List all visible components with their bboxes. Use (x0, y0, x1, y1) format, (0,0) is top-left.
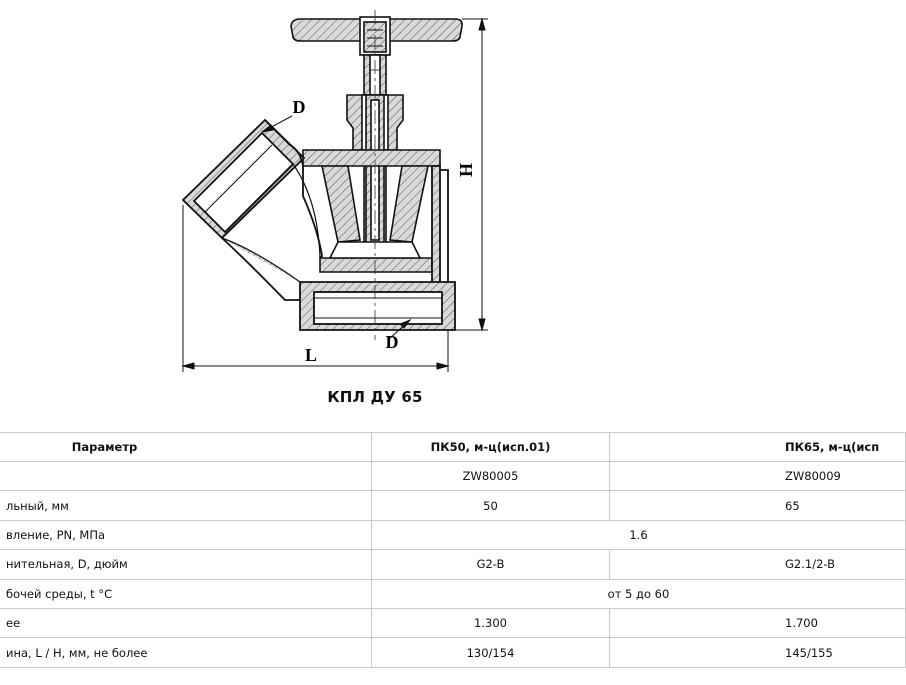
table-row (0, 550, 906, 579)
row-value-pk65: G2.1/2-B (610, 550, 906, 579)
row-value-pk50: 130/154 (372, 638, 610, 667)
row-value-merged: 1.6 (372, 520, 906, 549)
row-value-pk65: 145/155 (610, 638, 906, 667)
row-param: вление, PN, МПа (0, 520, 372, 549)
label-height: H (456, 162, 476, 178)
row-value-pk65: ZW80009 (610, 462, 906, 491)
label-d-top: D (292, 97, 306, 117)
row-param: нительная, D, дюйм (0, 550, 372, 579)
table-row (0, 520, 906, 549)
table-header-row (0, 433, 906, 462)
table-row (0, 491, 906, 520)
spec-table-container (0, 432, 880, 685)
drawing-caption: КПЛ ДУ 65 (327, 388, 423, 406)
row-param (0, 462, 372, 491)
row-param: ина, L / H, мм, не более (0, 638, 372, 667)
row-value-pk50: 1.300 (372, 608, 610, 637)
row-param: льный, мм (0, 491, 372, 520)
header-pk65: ПК65, м-ц(исп (610, 433, 906, 462)
valve-technical-drawing (0, 0, 750, 380)
handwheel (291, 17, 462, 55)
table-row (0, 608, 906, 637)
header-pk50: ПК50, м-ц(исп.01) (372, 433, 610, 462)
spec-table (0, 432, 906, 668)
row-value-pk50: 50 (372, 491, 610, 520)
header-parameter: Параметр (0, 433, 372, 462)
row-param: бочей среды, t °C (0, 579, 372, 608)
row-param: ее (0, 608, 372, 637)
table-row (0, 638, 906, 667)
row-value-pk50: G2-B (372, 550, 610, 579)
row-value-pk50: ZW80005 (372, 462, 610, 491)
label-length: L (304, 345, 318, 365)
table-row (0, 462, 906, 491)
row-value-pk65: 65 (610, 491, 906, 520)
table-row (0, 579, 906, 608)
row-value-merged: от 5 до 60 (372, 579, 906, 608)
row-value-pk65: 1.700 (610, 608, 906, 637)
label-d-bottom: D (385, 332, 399, 352)
